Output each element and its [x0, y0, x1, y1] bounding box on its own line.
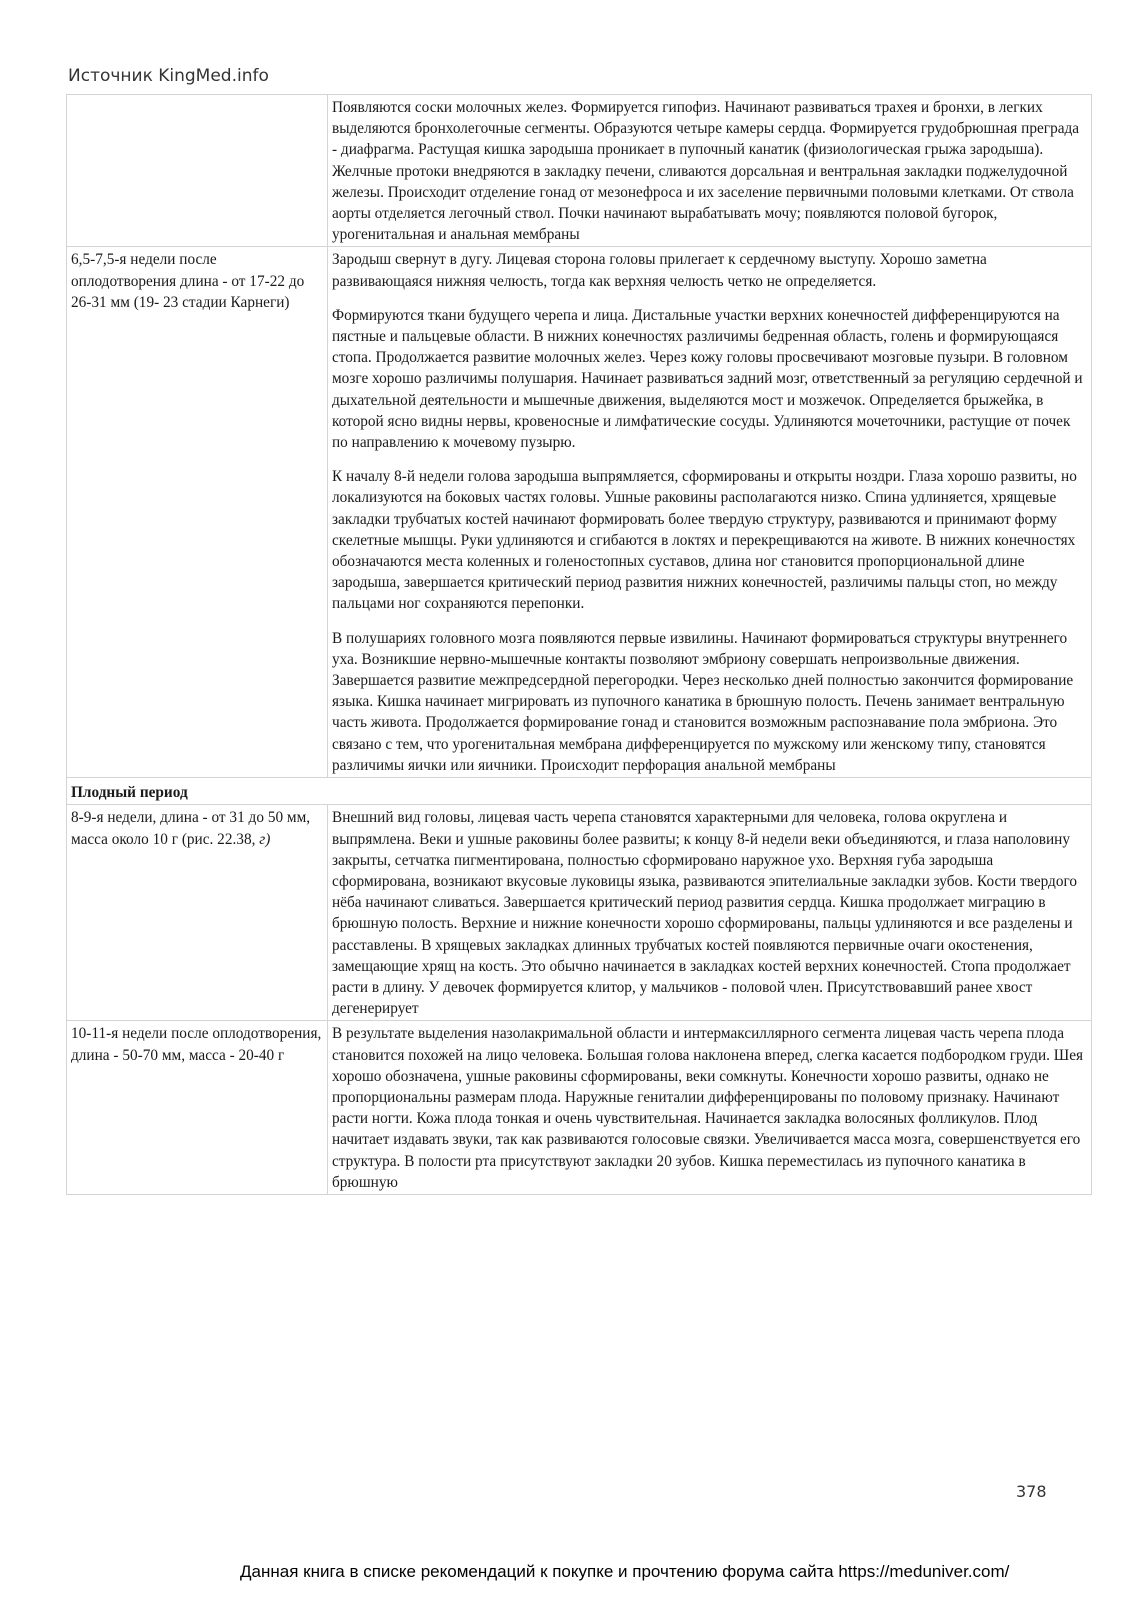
description-cell [328, 805, 1092, 1021]
table-row [67, 1021, 1092, 1195]
description-paragraph: В результате выделения назолакримальной области и интермаксиллярного сегмента лицевая часть черепа плода становится похожей на лицо человека. Большая голова наклонена вперед, слегка касается подбородком груди. Шея хорошо обозначена, ушные раковины сформированы, веки сомкнуты. Конечности хорошо развиты, однако не пропорциональны размерам плода. Наружные гениталии дифференцированы по половому признаку. Начинают расти ногти. Кожа плода тонкая и очень чувствительная. Начинается закладка волосяных фолликулов. Плод начитает издавать звуки, так как развиваются голосовые связки. Увеличивается масса мозга, совершенствуется его структура. В полости рта присутствуют закладки 20 зубов. Кишка переместилась из пупочного канатика в брюшную [332, 1025, 1084, 1191]
description-paragraph: В полушариях головного мозга появляются первые извилины. Начинают формироваться структуры внутреннего уха. Возникшие нервно-мышечные контакты позволяют эмбриону совершать непроизвольные движения. Завершается развитие межпредсердной перегородки. Через несколько дней полностью закончится формирование языка. Кишка начинает мигрировать из пупочного канатика в брюшную полость. Печень занимает вентральную часть живота. Продолжается формирование гонад и становится возможным распознавание пола эмбриона. Это связано с тем, что урогенитальная мембрана дифференцируется по мужскому или женскому типу, становятся различимы яички или яичники. Происходит перфорация анальной мембраны [332, 629, 1074, 774]
description-paragraph: Появляются соски молочных желез. Формируется гипофиз. Начинают развиваться трахея и бронхи, в легких выделяются бронхолегочные сегменты. Образуются четыре камеры сердца. Формируется грудобрюшная преграда - диафрагма. Растущая кишка зародыша проникает в пупочный канатик (физиологическая грыжа зародыша). Желчные протоки внедряются в закладку печени, сливаются дорсальная и вентральная закладки поджелудочной железы. Происходит отделение гонад от мезонефроса и их заселение первичными половыми клетками. От ствола аорты отделяется легочный ствол. Почки начинают вырабатывать мочу; появляются половой бугорок, урогенитальная и анальная мембраны [332, 99, 1080, 244]
description-paragraph: К началу 8-й недели голова зародыша выпрямляется, сформированы и открыты ноздри. Глаза хорошо развиты, но локализуются на боковых частях головы. Ушные раковины располагаются низко. Спина удлиняется, хрящевые закладки трубчатых костей начинают формировать более твердую структуру, развиваются и принимают форму скелетные мышцы. Руки удлиняются и сгибаются в локтях и перекрещиваются на животе. В нижних конечностях обозначаются места коленных и голеностопных суставов, длина ног становится пропорциональной длине зародыша, завершается критический период развития нижних конечностей, различимы пальцы стоп, но между пальцами ног сохраняются перепонки. [332, 468, 1077, 613]
source-header: Источник KingMed.info [68, 66, 269, 86]
development-table [66, 94, 1092, 1195]
section-title: Плодный период [67, 778, 1092, 805]
figure-ref: г) [259, 830, 271, 848]
period-cell [67, 805, 328, 1021]
description-paragraph: Зародыш свернут в дугу. Лицевая сторона головы прилегает к сердечному выступу. Хорошо заметна развивающаяся нижняя челюсть, тогда как верхняя челюсть четко не определяется. [332, 251, 987, 290]
description-cell [328, 247, 1092, 778]
page-number: 378 [1016, 1482, 1047, 1501]
description-paragraph: Внешний вид головы, лицевая часть черепа становятся характерными для человека, голова округлена и выпрямлена. Веки и ушные раковины более развиты; к концу 8-й недели веки объединяются, и глаза наполовину закрыты, сетчатка пигментирована, полностью сформировано наружное ухо. Верхняя губа зародыша сформирована, возникают вкусовые луковицы языка, развиваются эпителиальные закладки зубов. Кости твердого нёба начинают сливаться. Завершается критический период развития сердца. Кишка продолжает миграцию в брюшную полость. Верхние и нижние конечности хорошо сформированы, пальцы удлиняются и все разделены и расставлены. В хрящевых закладках длинных трубчатых костей появляются первичные очаги окостенения, замещающие хрящ на кость. Это обычно начинается в закладках костей верхних конечностей. Стопа продолжает расти в длину. У девочек формируется клитор, у мальчиков - половой член. Присутствовавший ранее хвост дегенерирует [332, 809, 1078, 1018]
description-cell [328, 1021, 1092, 1195]
table-row [67, 247, 1092, 778]
table-row [67, 805, 1092, 1021]
description-cell [328, 95, 1092, 247]
description-paragraph: Формируются ткани будущего черепа и лица. Дистальные участки верхних конечностей дифференцируются на пястные и пальцевые области. В нижних конечностях различимы бедренная область, голень и формирующаяся стопа. Продолжается развитие молочных желез. Через кожу головы просвечивают мозговые пузыри. В головном мозге хорошо различимы полушария. Начинает развиваться задний мозг, ответственный за регуляцию сердечной и дыхательной деятельности и мышечные движения, выделяются мост и мозжечок. Определяется брыжейка, в которой ясно видны нервы, кровеносные и лимфатические сосуды. Удлиняются мочеточники, растущие от почек по направлению к мочевому пузырю. [332, 306, 1083, 452]
period-cell: 6,5-7,5-я недели после оплодотворения длина - от 17-22 до 26-31 мм (19- 23 стадии Карнеги) [67, 247, 328, 778]
table-row [67, 95, 1092, 247]
period-cell [67, 95, 328, 247]
period-text: 8-9-я недели, длина - от 31 до 50 мм, масса около 10 г (рис. 22.38, [71, 809, 311, 848]
footer-text: Данная книга в списке рекомендаций к покупке и прочтению форума сайта https://meduniver.com/ [240, 1562, 1010, 1581]
section-header-row [67, 778, 1092, 805]
period-cell: 10-11-я недели после оплодотворения, длина - 50-70 мм, масса - 20-40 г [67, 1021, 328, 1195]
